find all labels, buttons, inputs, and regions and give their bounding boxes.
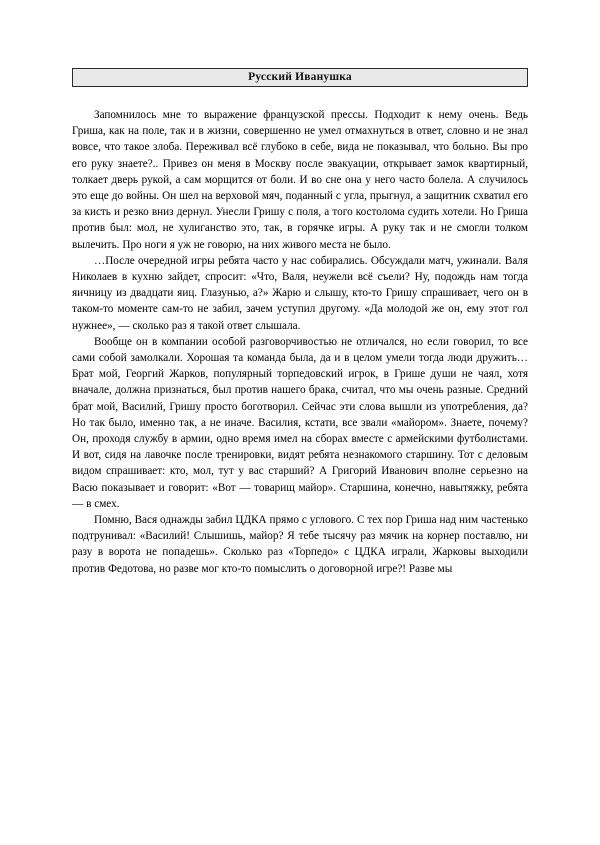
- paragraph: …После очередной игры ребята часто у нас собирались. Обсуждали матч, ужинали. Валя Николаев в кухню зайдет, спросит: «Что, Валя, неужели всё съели? Ну, подождь нам тогда яичницу из двадцати яиц. Глазунью, а?» Жарю и слышу, кто-то Гришу спрашивает, чего он в таком-то моменте сам-то не забил, зачем уступил другому. «Да молодой же он, ему этот гол нужнее», — сколько раз я такой ответ слышала.: [72, 254, 528, 332]
- paragraph: Помню, Вася однажды забил ЦДКА прямо с углового. С тех пор Гриша над ним частенько подтрунивал: «Василий! Слышишь, майор? Я тебе тысячу раз мячик на корнер поставлю, ни разу в ворота не попадешь». Сколько раз «Торпедо» с ЦДКА играли, Жарковы выходили против Федотова, но разве мог кто-то помыслить о договорной игре?! Разве мы: [72, 514, 528, 575]
- document-body: [72, 87, 528, 577]
- paragraph: Вообще он в компании особой разговорчивостью не отличался, но если говорил, то все сами собой замолкали. Хорошая та команда была, да и в целом умели тогда люди дружить… Брат мой, Георгий Жарков, популярный торпедовский игрок, в Грише души не чаял, хотя вначале, должна признаться, был против нашего брака, считал, что мы очень разные. Средний брат мой, Василий, Гришу просто боготворил. Сейчас эти слова вышли из употребления, да? Но так было, именно так, а не иначе. Василия, кстати, все звали «майором». Знаете, почему? Он, проходя службу в армии, одно время имел на сборах вместе с армейскими футболистами. И вот, сидя на лавочке после тренировки, видят ребята незнакомого старшину. Тот с деловым видом спрашивает: кто, мол, тут у вас старший? А Григорий Иванович вполне серьезно на Васю показывает и говорит: «Вот — товарищ майор». Старшина, конечно, навытяжку, ребята — в смех.: [72, 335, 528, 510]
- page-title: Русский Иванушка: [248, 70, 352, 83]
- page-header-band: [72, 68, 528, 87]
- document-page: [0, 68, 600, 845]
- paragraph: Запомнилось мне то выражение французской прессы. Подходит к нему очень. Ведь Гриша, как на поле, так и в жизни, совершенно не умел отмахнуться в ответ, словно и не знал вовсе, что такое злоба. Переживал всё глубоко в себе, вида не показывал, что больно. Вы про его руку знаете?.. Привез он меня в Москву после эвакуации, открывает замок квартирный, толкает дверь рукой, а сам морщится от боли. И во сне она у него часто болела. А случилось это еще до войны. Он шел на верховой мяч, поданный с угла, прыгнул, а защитник схватил его за кисть и резко вниз дернул. Унесли Гришу с поля, а того костолома судить хотели. Но Гриша против был: мол, не хулиганство это, так, в горячке игры. А руку так и не смогли толком вылечить. Про ноги я уж не говорю, на них живого места не было.: [72, 109, 528, 251]
